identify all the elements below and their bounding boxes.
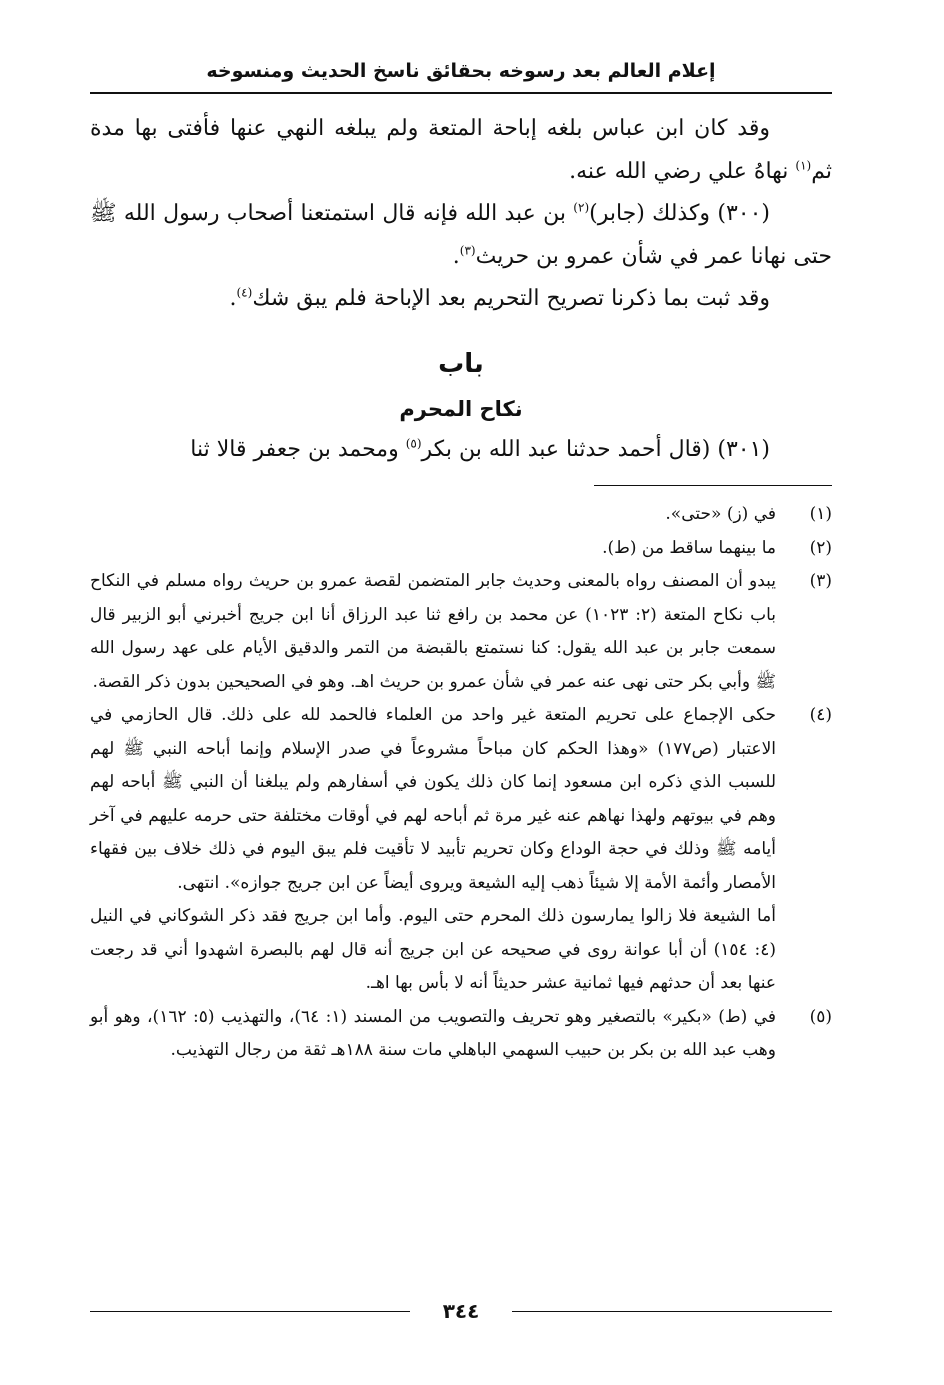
footnote-ref-4[interactable]: (٤) — [236, 285, 253, 300]
footnote-text: في (ط) «بكير» بالتصغير وهو تحريف والتصويب من المسند (١: ٦٤)، والتهذيب (٥: ١٦٢)، وهو أبو وهب عبد الله بن بكر بن حبيب السهمي الباهلي مات سنة ١٨٨هـ ثقة من رجال التهذيب. — [90, 1006, 776, 1060]
footnote-number: (٣) — [809, 571, 832, 591]
footnote-number: (٤) — [809, 705, 832, 725]
footnote-4 — [90, 699, 832, 1001]
footnote-1 — [90, 498, 832, 532]
footnote-text-continued: أما الشيعة فلا زالوا يمارسون ذلك المحرم حتى اليوم. وأما ابن جريج فقد ذكر الشوكاني في النيل (٤: ١٥٤) أن أبا عوانة روى في صحيحه عن ابن جريج أنه قال لهم بالبصرة اشهدوا أني قد رجعت عنها بعد أن حدثهم فيها ثمانية عشر حديثاً أنه لا بأس بها اهـ. — [90, 906, 776, 993]
paragraph-1-text-b: نهاهُ علي رضي الله عنه. — [569, 158, 796, 184]
page-number: ٣٤٤ — [442, 1299, 480, 1323]
footnote-ref-1[interactable]: (١) — [795, 158, 812, 173]
page-footer — [90, 1296, 832, 1326]
footnote-2 — [90, 532, 832, 566]
footnote-text: يبدو أن المصنف رواه بالمعنى وحديث جابر المتضمن لقصة عمرو بن حريث رواه مسلم في النكاح باب نكاح المتعة (٢: ١٠٢٣) عن محمد بن رافع ثنا عبد الرزاق أنا ابن جريج أخبرني أبو الزبير قال سمعت جابر بن عبد الله يقول: كنا نستمتع بالقبضة من التمر والدقيق الأيام على عهد رسول الله ﷺ وأبي بكر حتى نهى عنه عمر في شأن عمرو بن حريث اهـ. وهو في الصحيحين بدون ذكر القصة. — [90, 571, 776, 692]
paragraph-4 — [90, 429, 832, 472]
paragraph-3 — [90, 278, 832, 321]
paragraph-1-text-a: وقد كان ابن عباس بلغه إباحة المتعة ولم يبلغه النهي عنها فأفتى بها مدة ثم — [90, 116, 832, 184]
footnote-ref-5[interactable]: (٥) — [405, 436, 422, 451]
footnote-number: (٢) — [809, 537, 832, 558]
main-text — [90, 108, 832, 471]
paragraph-4-text-a: (٣٠١) (قال أحمد حدثنا عبد الله بن بكر — [421, 436, 770, 462]
footnote-ref-2[interactable]: (٢) — [573, 200, 590, 215]
paragraph-2 — [90, 193, 832, 278]
paragraph-3-text-b: . — [229, 286, 237, 311]
chapter-subheading: نكاح المحرم — [399, 396, 523, 421]
paragraph-3-text-a: وقد ثبت بما ذكرنا تصريح التحريم بعد الإباحة فلم يبق شك — [252, 286, 770, 311]
paragraph-2-text-c: . — [452, 243, 460, 269]
footnote-5 — [90, 1001, 832, 1068]
footnote-text: حكى الإجماع على تحريم المتعة غير واحد من العلماء فالحمد لله على ذلك. قال الحازمي في الاعتبار (ص١٧٧) «وهذا الحكم كان مباحاً مشروعاً في صدر الإسلام وإنما أباحه النبي ﷺ لهم للسبب الذي ذكره ابن مسعود إنما كان ذلك يكون في أسفارهم ولم يبلغنا أن النبي ﷺ أباحه لهم وهم في بيوتهم ولهذا نهاهم عنه غير مرة ثم أباحه لهم في أوقات مختلفة حتى حرمه عليهم في آخر أيامه ﷺ وذلك في حجة الوداع وكان تحريم تأبيد لا تأقيت فلم يبق اليوم في ذلك خلاف بين فقهاء الأمصار وأئمة الأمة إلا شيئاً ذهب إليه الشيعة ويروى أيضاً عن ابن جريج جوازه». انتهى. — [90, 705, 776, 893]
chapter-heading: باب — [438, 348, 484, 379]
footnote-ref-3[interactable]: (٣) — [459, 243, 476, 258]
footnotes — [90, 498, 832, 1068]
paragraph-2-text-b: بن عبد الله فإنه قال استمتعنا أصحاب رسول الله ﷺ حتى نهانا عمر في شأن عمرو بن حريث — [90, 201, 832, 269]
paragraph-4-text-b: ومحمد بن جعفر قالا ثنا — [190, 436, 406, 462]
footer-rule-right — [512, 1311, 832, 1312]
page — [90, 56, 832, 1068]
paragraph-2-text-a: (٣٠٠) وكذلك (جابر) — [589, 201, 770, 226]
footnote-separator — [594, 485, 832, 486]
footnote-number: (٥) — [809, 1006, 832, 1027]
footnote-3 — [90, 565, 832, 699]
header-rule — [90, 92, 832, 94]
footnote-number: (١) — [809, 504, 832, 524]
paragraph-1 — [90, 108, 832, 193]
running-title: إعلام العالم بعد رسوخه بحقائق ناسخ الحديث ومنسوخه — [206, 60, 716, 82]
footnote-text: في (ز) «حتى». — [665, 504, 776, 524]
footnote-text: ما بينهما ساقط من (ط). — [602, 537, 776, 558]
